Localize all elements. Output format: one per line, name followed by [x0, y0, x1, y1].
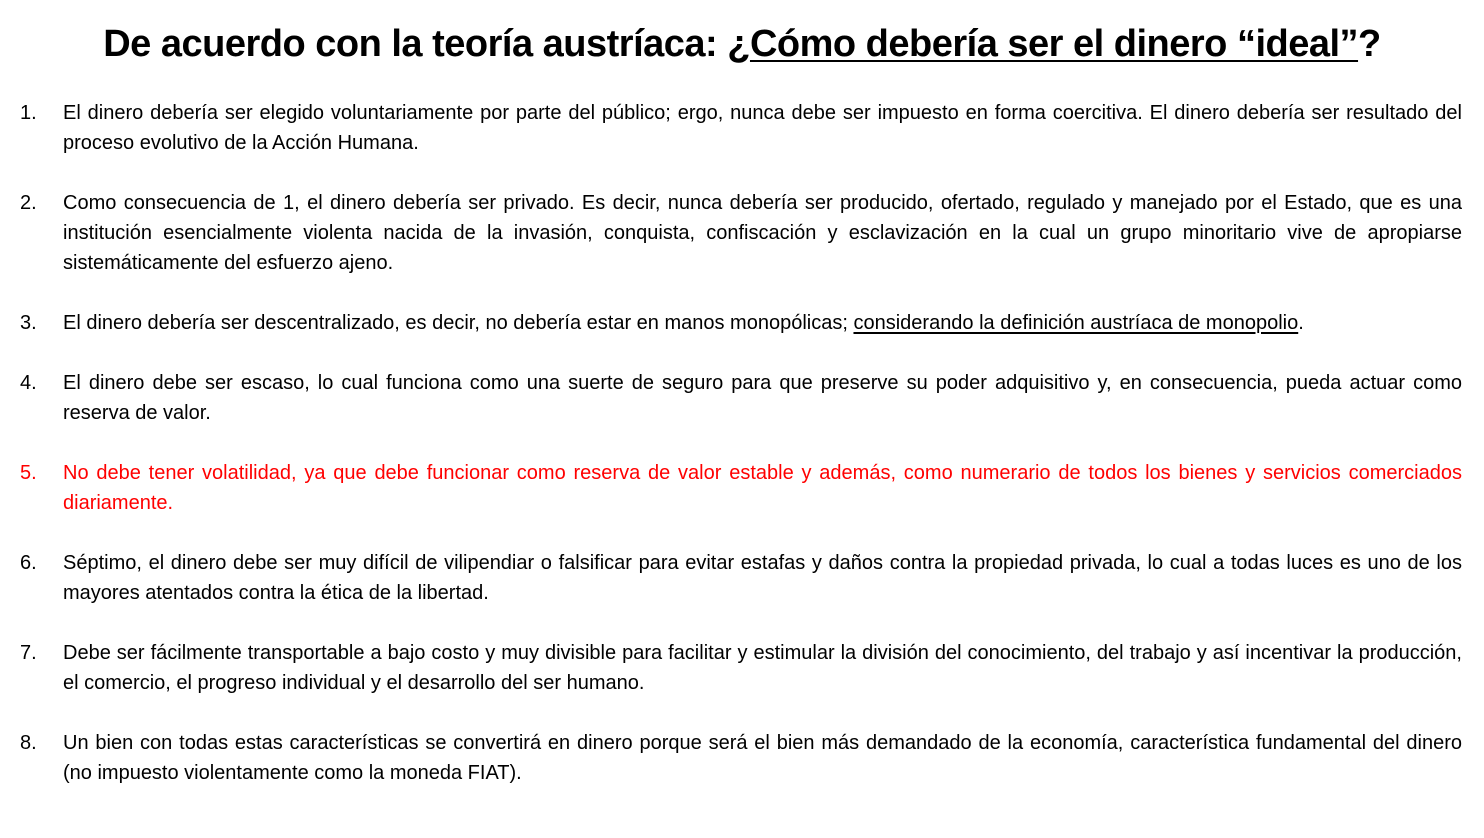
list-item-1	[20, 98, 1462, 158]
title-underlined-text: Cómo debería ser el dinero “ideal”	[749, 23, 1359, 65]
item-text: El dinero debería ser elegido voluntariamente por parte del público; ergo, nunca debe ser impuesto en forma coercitiva. El dinero debería ser resultado del proceso evolutivo de la Acción Humana.	[63, 102, 1462, 154]
list-item-2	[20, 188, 1462, 278]
list-item-7	[20, 638, 1462, 698]
title-question-mark: ?	[1358, 23, 1381, 65]
item-number: 7.	[20, 642, 37, 664]
item-number: 5.	[20, 462, 37, 484]
item-text: El dinero debe ser escaso, lo cual funciona como una suerte de seguro para que preserve su poder adquisitivo y, en consecuencia, pueda actuar como reserva de valor.	[63, 372, 1462, 424]
item-number: 3.	[20, 312, 37, 334]
list-item-8	[20, 728, 1462, 788]
list-item-5-highlighted	[20, 458, 1462, 518]
slide-title	[0, 16, 1484, 72]
list-item-4	[20, 368, 1462, 428]
item-number: 4.	[20, 372, 37, 394]
characteristics-list	[20, 98, 1462, 788]
title-text: De acuerdo con la teoría austríaca: ¿	[103, 23, 750, 65]
item-text: Debe ser fácilmente transportable a bajo costo y muy divisible para facilitar y estimular la división del conocimiento, del trabajo y así incentivar la producción, el comercio, el progreso individual y el desarrollo del ser humano.	[63, 642, 1462, 694]
item-number: 8.	[20, 732, 37, 754]
item-text: No debe tener volatilidad, ya que debe funcionar como reserva de valor estable y además, como numerario de todos los bienes y servicios comerciados diariamente.	[63, 462, 1462, 514]
list-item-6	[20, 548, 1462, 608]
item-text: Séptimo, el dinero debe ser muy difícil de vilipendiar o falsificar para evitar estafas y daños contra la propiedad privada, lo cual a todas luces es uno de los mayores atentados contra la ética de la libertad.	[63, 552, 1462, 604]
item-number: 2.	[20, 192, 37, 214]
monopoly-definition-link[interactable]: considerando la definición austríaca de monopolio	[853, 312, 1299, 334]
list-item-3	[20, 308, 1462, 338]
item-number: 1.	[20, 102, 37, 124]
item-text: El dinero debería ser descentralizado, es decir, no debería estar en manos monopólicas;	[63, 312, 854, 334]
item-text-end: .	[1298, 312, 1304, 334]
item-number: 6.	[20, 552, 37, 574]
item-text: Como consecuencia de 1, el dinero debería ser privado. Es decir, nunca debería ser producido, ofertado, regulado y manejado por el Estado, que es una institución esencialmente violenta nacida de la invasión, conquista, confiscación y esclavización en la cual un grupo minoritario vive de apropiarse sistemáticamente del esfuerzo ajeno.	[63, 192, 1462, 274]
item-text: Un bien con todas estas características se convertirá en dinero porque será el bien más demandado de la economía, característica fundamental del dinero (no impuesto violentamente como la moneda FIAT).	[63, 732, 1462, 784]
